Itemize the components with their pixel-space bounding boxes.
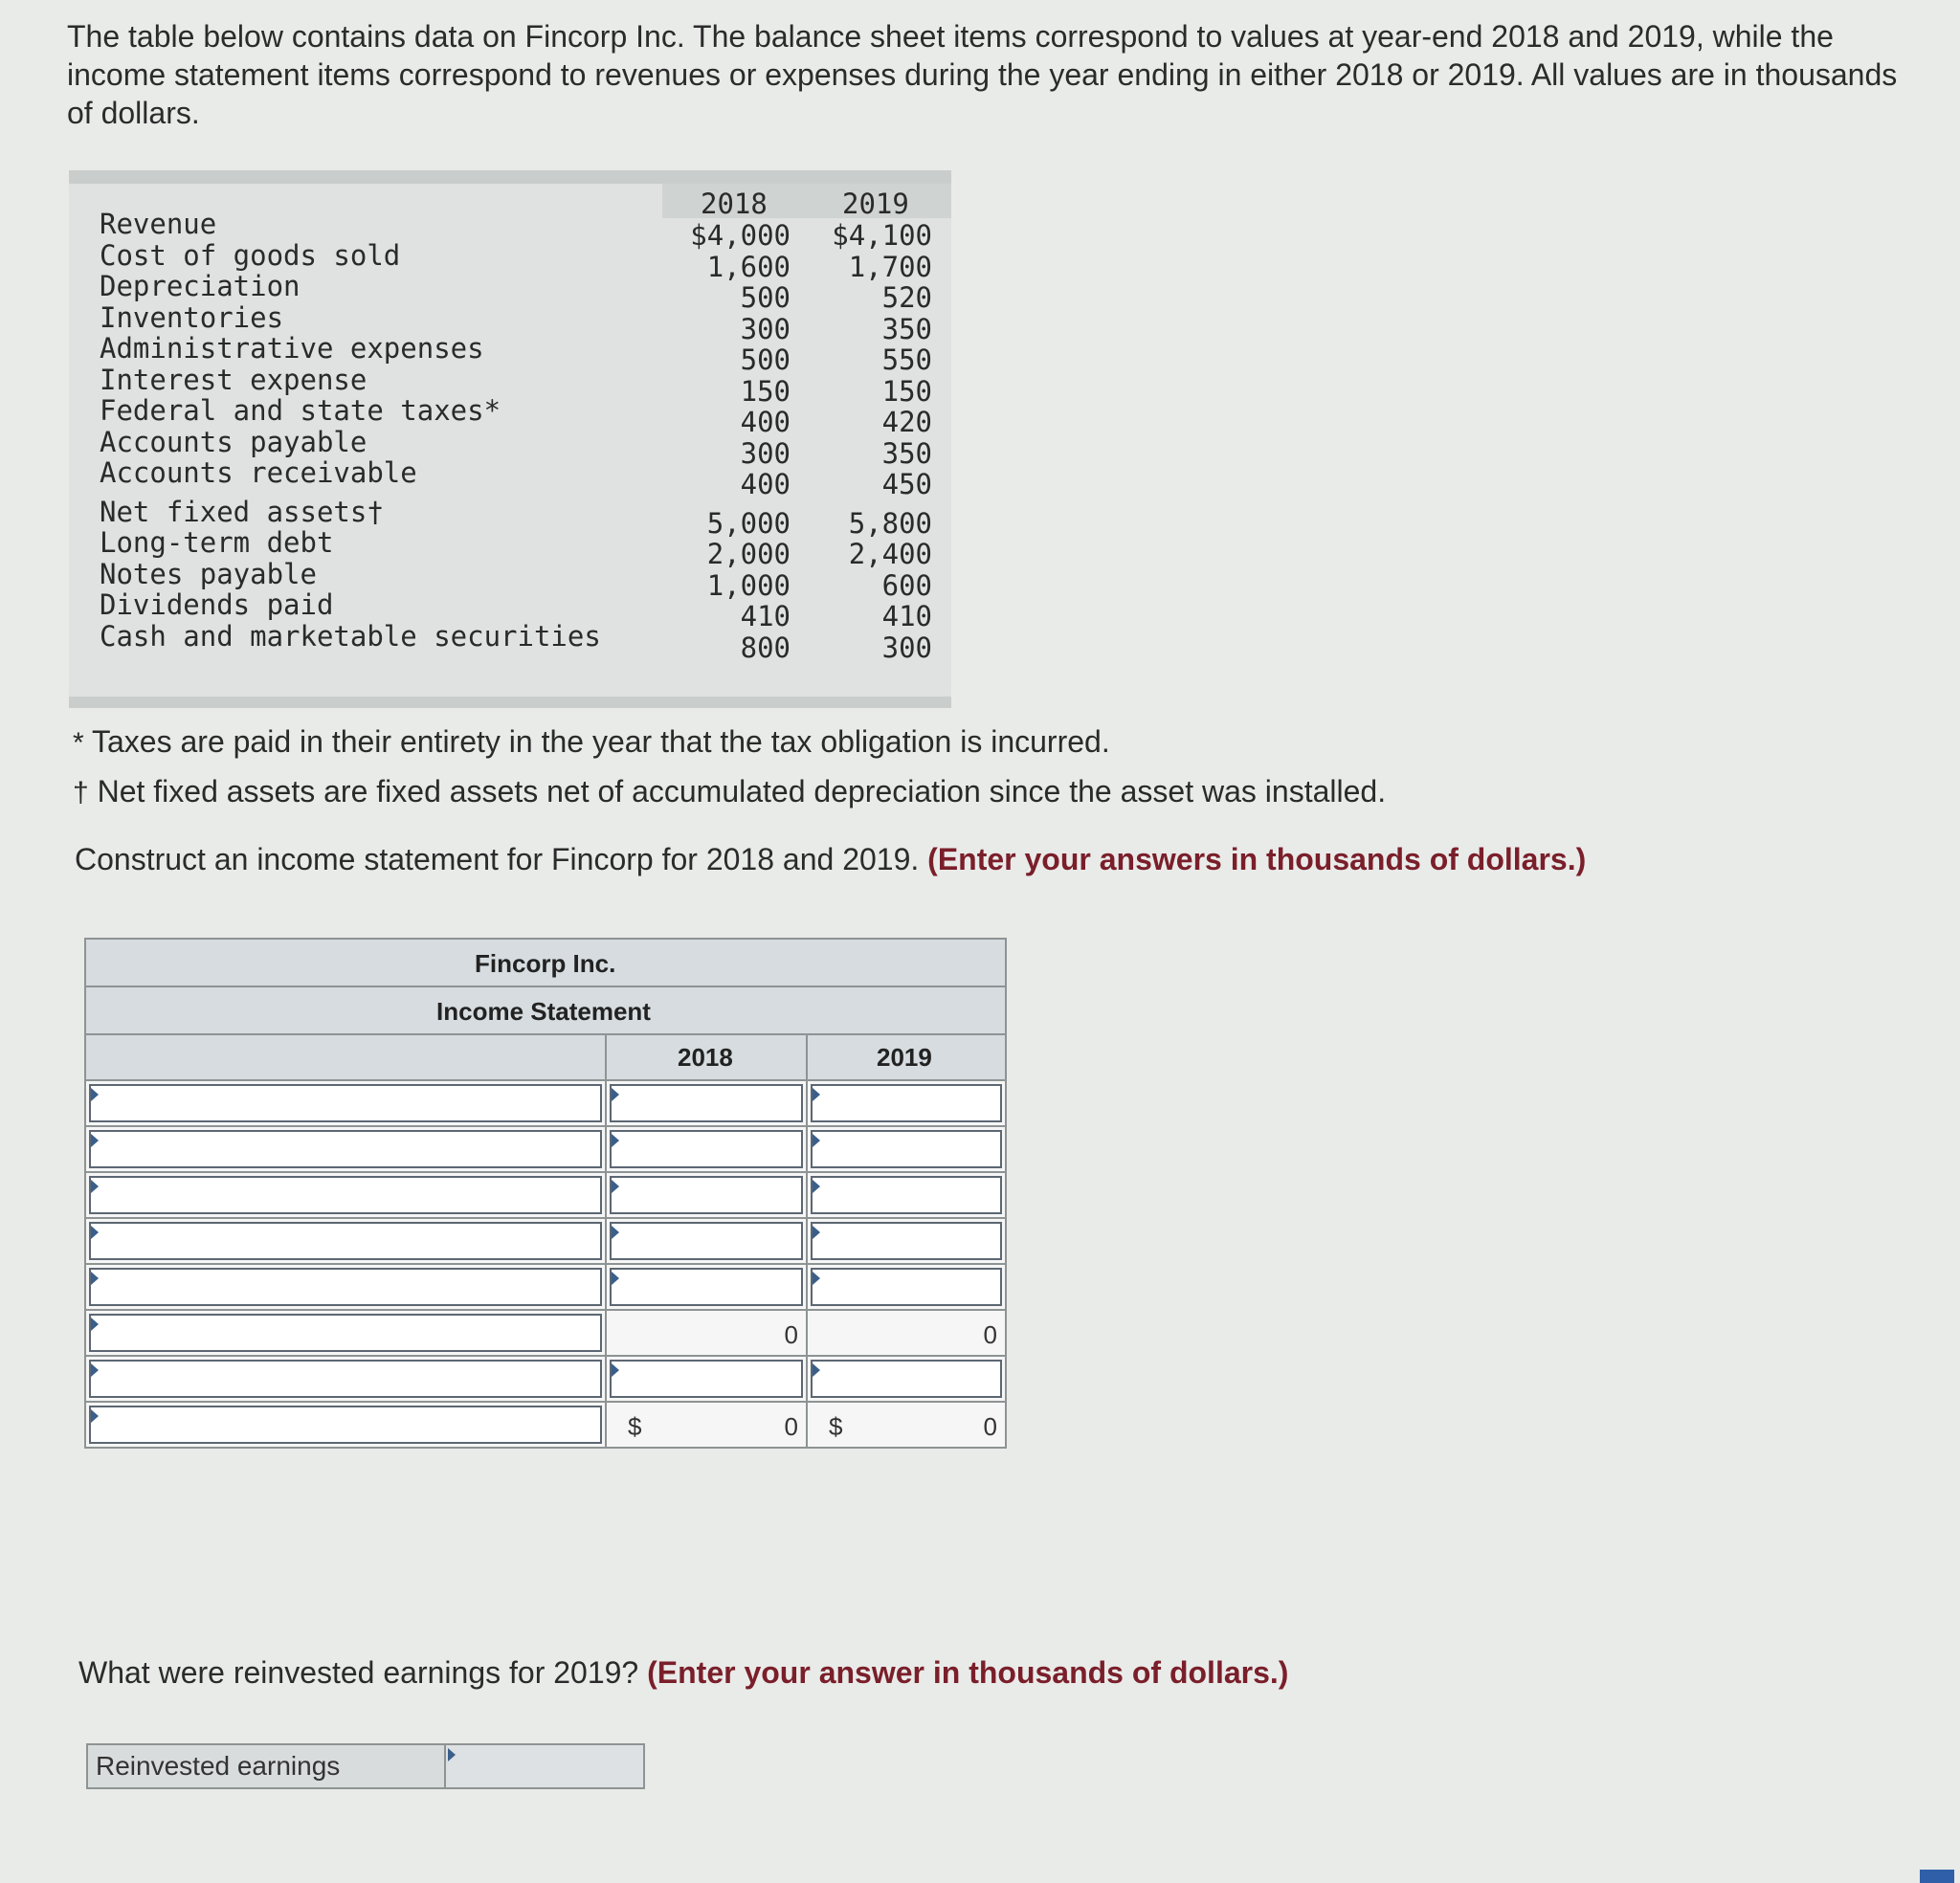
computed-value-2018: 0 [784,1320,798,1349]
reinvested-earnings-row [86,1743,645,1789]
label-dropdown[interactable] [89,1222,602,1260]
label-cell [86,1357,607,1401]
year-2018-label: 2018 [678,1043,733,1072]
blank-header-cell [86,1035,607,1079]
data-year-2018: 2018 [701,188,768,220]
value-2018-cell [607,1265,808,1309]
cell-value: 1,600 [706,250,791,283]
table-row [86,1219,1005,1265]
question-income-statement [75,842,1912,877]
assets-note-text: Net fixed assets are fixed assets net of accumulated depreciation since the asset was installed. [97,774,1387,809]
tax-footnote [73,718,1891,767]
row-label: Depreciation [100,270,301,302]
cell-value: 800 [740,631,791,664]
assets-footnote [73,767,1891,817]
label-dropdown[interactable] [89,1314,602,1352]
cell-value: 400 [740,406,791,438]
cell-value: 400 [740,468,791,500]
value-2019-input[interactable] [811,1084,1002,1122]
value-2018-cell [607,1173,808,1217]
cell-value: 150 [881,374,932,408]
row-label: Federal and state taxes* [100,394,501,427]
reinvested-earnings-label: Reinvested earnings [88,1745,446,1787]
cell-value: 150 [740,374,791,408]
question-emphasis: (Enter your answers in thousands of dollars.) [927,842,1587,876]
row-label: Inventories [100,300,284,334]
company-header [86,940,1005,987]
value-2018-input[interactable] [610,1130,803,1168]
label-dropdown[interactable] [89,1176,602,1214]
table-row [86,1265,1005,1311]
cell-value: $4,000 [690,219,791,252]
value-2018-input[interactable] [610,1268,803,1306]
value-2018-cell [607,1357,808,1401]
cell-value: 2,400 [848,538,932,570]
question-text: Construct an income statement for Fincorp for 2018 and 2019. [75,842,920,876]
value-2019-cell [808,1219,1005,1263]
row-label: Dividends paid [100,588,334,621]
value-2019-cell [808,1081,1005,1125]
row-label: Accounts payable [100,425,368,458]
question-emphasis: (Enter your answer in thousands of dollars.) [647,1655,1289,1690]
cell-value: 1,000 [706,568,791,602]
value-2019-input[interactable] [811,1130,1002,1168]
cell-value: 2,000 [706,538,791,570]
cell-value: 550 [881,343,932,376]
cell-value: 520 [881,281,932,314]
computed-value-2018: 0 [784,1412,798,1441]
value-2018-cell [607,1403,808,1447]
value-2018-input[interactable] [610,1084,803,1122]
data-year-2019: 2019 [842,188,909,220]
value-2019-cell [808,1311,1005,1355]
label-cell [86,1219,607,1263]
label-dropdown[interactable] [89,1268,602,1306]
income-statement-table [84,938,1007,1449]
year-2019-header [808,1035,1005,1079]
row-label: Cash and marketable securities [100,619,601,653]
value-2018-cell [607,1219,808,1263]
value-2019-cell [808,1403,1005,1447]
cell-value: 500 [740,281,791,314]
question-text: What were reinvested earnings for 2019? [78,1655,639,1690]
table-row [86,1311,1005,1357]
value-2018-cell [607,1127,808,1171]
table-row [86,1173,1005,1219]
computed-value-2019: 0 [983,1320,997,1349]
statement-title-header [86,987,1005,1035]
tax-note-text: Taxes are paid in their entirety in the year that the tax obligation is incurred. [92,724,1110,759]
table-row [86,1081,1005,1127]
label-cell [86,1265,607,1309]
value-2019-input[interactable] [811,1360,1002,1398]
statement-title: Income Statement [436,997,651,1026]
value-2019-input[interactable] [811,1176,1002,1214]
cell-value: 300 [881,631,932,664]
label-cell [86,1311,607,1355]
label-cell [86,1127,607,1171]
label-cell [86,1173,607,1217]
row-label: Notes payable [100,557,317,590]
table-row [86,1357,1005,1403]
row-label: Administrative expenses [100,332,484,365]
col-2018 [670,220,791,663]
value-2018-input[interactable] [610,1176,803,1214]
row-label: Net fixed assets† [100,495,384,528]
question-reinvested [78,1655,1916,1691]
value-2018-input[interactable] [610,1222,803,1260]
data-labels [100,209,601,652]
row-label: Accounts receivable [100,456,417,489]
cell-value: 350 [881,436,932,470]
cell-value: 300 [740,312,791,345]
dagger-mark: † [73,777,89,809]
row-label: Revenue [100,208,217,240]
row-label: Cost of goods sold [100,238,401,272]
label-cell [86,1403,607,1447]
value-2018-cell [607,1311,808,1355]
value-2019-input[interactable] [811,1268,1002,1306]
row-label: Interest expense [100,363,368,396]
dollar-sign: $ [829,1412,843,1441]
intro-text: The table below contains data on Fincorp Inc. The balance sheet items correspond to values at year-end 2018 and 2019, while the income statement items correspond to revenues or expenses during the year ending in either 2018 or 2019. All values are in thousands of dollars. [67,19,1898,130]
cell-value: 300 [740,436,791,470]
cell-value: 1,700 [848,250,932,283]
label-cell [86,1081,607,1125]
cell-value: 350 [881,312,932,345]
value-2019-cell [808,1173,1005,1217]
asterisk-mark: * [73,727,84,759]
label-dropdown[interactable] [89,1360,602,1398]
label-dropdown[interactable] [89,1406,602,1444]
data-table [69,170,951,708]
cell-value: 500 [740,343,791,376]
table-row [86,1403,1005,1447]
year-2018-header [607,1035,808,1079]
computed-value-2019: 0 [983,1412,997,1441]
corner-badge-icon [1920,1870,1954,1883]
cell-value: 5,000 [706,506,791,540]
value-2019-cell [808,1265,1005,1309]
cell-value: $4,100 [832,219,932,252]
value-2019-cell [808,1357,1005,1401]
label-dropdown[interactable] [89,1084,602,1122]
cell-value: 410 [740,600,791,632]
value-2019-cell [808,1127,1005,1171]
value-2018-cell [607,1081,808,1125]
cell-value: 5,800 [848,506,932,540]
reinvested-earnings-input[interactable] [446,1745,643,1787]
footnotes [73,718,1891,817]
table-row [86,1127,1005,1173]
company-name: Fincorp Inc. [475,949,616,978]
col-2019 [812,220,932,663]
year-2019-label: 2019 [877,1043,932,1072]
row-label: Long-term debt [100,526,334,559]
dollar-sign: $ [628,1412,642,1441]
value-2019-input[interactable] [811,1222,1002,1260]
year-header-row [86,1035,1005,1081]
cell-value: 420 [881,406,932,438]
value-2018-input[interactable] [610,1360,803,1398]
label-dropdown[interactable] [89,1130,602,1168]
cell-value: 410 [881,600,932,632]
cell-value: 450 [881,468,932,500]
cell-value: 600 [881,568,932,602]
